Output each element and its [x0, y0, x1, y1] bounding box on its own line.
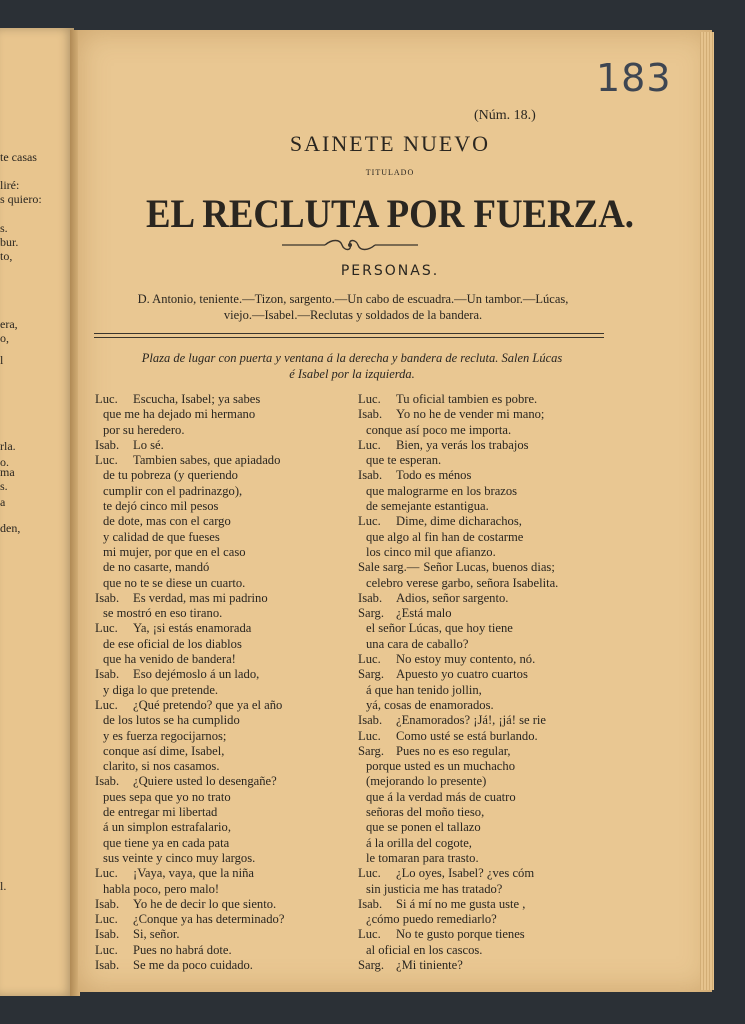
left-page-fragment: l.	[0, 879, 7, 893]
verse-text: Tu oficial tambien es pobre.	[396, 392, 538, 406]
verse-line	[95, 912, 355, 927]
verse-text: los cinco mil que afianzo.	[366, 544, 496, 559]
verse-line	[358, 407, 658, 422]
verse-text: que algo al fin han de costarme	[366, 529, 524, 544]
left-page-fragment: o,	[0, 331, 9, 345]
verse-text: Señor Lucas, buenos dias;	[423, 560, 555, 575]
verse-text: sus veinte y cinco muy largos.	[103, 850, 256, 865]
verse-text: Como usté se está burlando.	[396, 728, 538, 743]
speaker-label: Isab.	[358, 590, 383, 605]
verse-line	[95, 713, 355, 728]
verse-text: de no casarte, mandó	[103, 560, 210, 575]
verse-line	[358, 882, 658, 897]
left-page-fragment: rla.	[0, 439, 16, 453]
speaker-label: Luc.	[358, 514, 381, 529]
verse-line	[358, 698, 658, 713]
verse-text: No te gusto porque tienes	[396, 927, 525, 942]
verse-line	[95, 407, 355, 422]
verse-text: señoras del moño tieso,	[366, 805, 485, 820]
verse-line	[358, 836, 658, 851]
verse-line	[358, 392, 658, 407]
verse-text: conque así dime, Isabel,	[103, 743, 225, 758]
verse-text: por su heredero.	[103, 422, 185, 437]
speaker-label: Luc.	[95, 866, 118, 881]
verse-text: que me ha dejado mi hermano	[103, 407, 256, 422]
speaker-label: Isab.	[95, 896, 120, 911]
verse-line	[358, 683, 658, 698]
verse-text: y diga lo que pretende.	[103, 682, 219, 697]
verse-text: Tambien sabes, que apiadado	[133, 453, 281, 468]
verse-line	[95, 484, 355, 499]
verse-line	[95, 851, 355, 866]
verse-text: te dejó cinco mil pesos	[103, 499, 219, 514]
verse-line	[358, 621, 658, 636]
verse-text: Yo no he de vender mi mano;	[396, 407, 545, 422]
speaker-label: Luc.	[95, 453, 118, 468]
verse-line	[95, 423, 355, 438]
verse-text: Yo he de decir lo que siento.	[133, 896, 277, 911]
verse-line	[95, 882, 355, 897]
verse-text: Dime, dime dicharachos,	[396, 514, 522, 529]
verse-line	[358, 774, 658, 789]
verse-line	[358, 912, 658, 927]
verse-line	[95, 958, 355, 973]
verse-line	[95, 499, 355, 514]
verse-line	[358, 606, 658, 621]
verse-line	[95, 606, 355, 621]
verse-text: á un simplon estrafalario,	[103, 820, 231, 835]
speaker-label: Isab.	[358, 407, 383, 422]
verse-text: de entregar mi libertad	[103, 805, 218, 820]
verse-text: que á la verdad más de cuatro	[366, 789, 516, 804]
verse-text: habla poco, pero malo!	[103, 881, 220, 896]
verse-text: que te esperan.	[366, 453, 442, 468]
verse-line	[95, 774, 355, 789]
page-edge	[700, 32, 714, 990]
left-page-fragment: ma	[0, 465, 15, 479]
verse-text: Escucha, Isabel; ya sabes	[133, 392, 261, 406]
speaker-label: Isab.	[95, 667, 120, 682]
verse-line	[358, 820, 658, 835]
left-page-fragment: l	[0, 353, 4, 367]
speaker-label: Luc.	[95, 392, 118, 406]
verse-line	[358, 591, 658, 606]
verse-line	[358, 468, 658, 483]
verse-line	[358, 652, 658, 667]
left-page-fragment: s.	[0, 479, 8, 493]
verse-text: ¡Vaya, vaya, que la niña	[133, 866, 254, 881]
speaker-label: Luc.	[358, 392, 381, 406]
verse-text: que no te se diese un cuarto.	[103, 575, 246, 590]
verse-text: ¿Mi tiniente?	[396, 957, 463, 972]
verse-line	[358, 637, 658, 652]
verse-line	[358, 453, 658, 468]
left-page-fragment: o.	[0, 455, 9, 469]
dialogue-column-left	[95, 392, 355, 973]
verse-line	[358, 560, 658, 575]
speaker-label: Sarg.	[358, 606, 385, 621]
speaker-label: Sale sarg.—	[358, 560, 420, 575]
speaker-label: Isab.	[95, 590, 120, 605]
verse-text: se mostró en eso tirano.	[103, 606, 223, 621]
verse-text: Si, señor.	[133, 927, 180, 942]
verse-text: ¿Está malo	[396, 606, 452, 621]
verse-line	[358, 514, 658, 529]
verse-line	[95, 392, 355, 407]
speaker-label: Isab.	[95, 437, 120, 452]
cast-line: D. Antonio, teniente.—Tizon, sargento.—Un cabo de escuadra.—Un tambor.—Lúcas,	[137, 292, 569, 306]
left-page-fragment: a	[0, 495, 6, 509]
speaker-label: Luc.	[358, 728, 381, 743]
verse-line	[95, 790, 355, 805]
verse-line	[95, 621, 355, 636]
speaker-label: Luc.	[95, 621, 118, 636]
verse-text: clarito, si nos casamos.	[103, 759, 220, 774]
verse-text: No estoy muy contento, nó.	[396, 652, 536, 667]
verse-text: ¿Qué pretendo? que ya el año	[133, 697, 283, 712]
verse-line	[358, 943, 658, 958]
speaker-label: Isab.	[358, 896, 383, 911]
verse-line	[95, 698, 355, 713]
verse-text: Apuesto yo cuatro cuartos	[396, 667, 528, 682]
verse-text: y es fuerza regocijarnos;	[103, 728, 227, 743]
verse-text: Adios, señor sargento.	[396, 590, 509, 605]
verse-text: ¿Quiere usted lo desengañe?	[133, 774, 277, 789]
dialogue-column-right	[358, 392, 658, 973]
verse-line	[95, 545, 355, 560]
verse-line	[95, 744, 355, 759]
verse-text: (mejorando lo presente)	[366, 774, 487, 789]
verse-text: y calidad de que fueses	[103, 529, 220, 544]
verse-line	[95, 591, 355, 606]
verse-line	[95, 729, 355, 744]
speaker-label: Isab.	[95, 927, 120, 942]
verse-text: Bien, ya verás los trabajos	[396, 437, 529, 452]
verse-text: que ha venido de bandera!	[103, 652, 236, 667]
verse-text: que se ponen el tallazo	[366, 820, 481, 835]
verse-line	[358, 729, 658, 744]
verse-line	[95, 637, 355, 652]
double-rule-bottom	[94, 337, 604, 338]
verse-text: Lo sé.	[133, 437, 164, 452]
verse-line	[95, 683, 355, 698]
verse-text: ¿Lo oyes, Isabel? ¿ves cóm	[396, 866, 535, 881]
verse-line	[95, 805, 355, 820]
speaker-label: Isab.	[95, 774, 120, 789]
verse-line	[358, 576, 658, 591]
verse-text: Si á mí no me gusta uste ,	[396, 896, 526, 911]
ornament-divider	[280, 238, 420, 252]
verse-line	[95, 759, 355, 774]
verse-line	[95, 453, 355, 468]
speaker-label: Isab.	[95, 957, 120, 972]
verse-line	[358, 484, 658, 499]
verse-line	[358, 499, 658, 514]
verse-text: á la orilla del cogote,	[366, 835, 472, 850]
verse-text: cumplir con el padrinazgo),	[103, 483, 243, 498]
verse-line	[95, 866, 355, 881]
verse-line	[358, 530, 658, 545]
verse-line	[95, 836, 355, 851]
speaker-label: Luc.	[358, 437, 381, 452]
stage-line: Plaza de lugar con puerta y ventana á la derecha y bandera de recluta. Salen Lúcas	[141, 351, 563, 365]
verse-text: porque usted es un muchacho	[366, 759, 515, 774]
left-page-fragment: s.	[0, 221, 8, 235]
verse-text: conque así poco me importa.	[366, 422, 512, 437]
speaker-label: Sarg.	[358, 957, 385, 972]
stage-line: é Isabel por la izquierda.	[289, 367, 415, 381]
verse-line	[95, 667, 355, 682]
speaker-label: Isab.	[358, 468, 383, 483]
verse-text: de dote, mas con el cargo	[103, 514, 231, 529]
stage-direction	[96, 350, 608, 382]
verse-line	[358, 866, 658, 881]
verse-line	[358, 927, 658, 942]
verse-line	[358, 759, 658, 774]
speaker-label: Isab.	[358, 713, 383, 728]
verse-text: ¿cómo puedo remediarlo?	[366, 912, 497, 927]
verse-line	[358, 897, 658, 912]
verse-line	[358, 667, 658, 682]
titulado-label: TITULADO	[365, 168, 415, 177]
speaker-label: Luc.	[358, 927, 381, 942]
verse-line	[358, 958, 658, 973]
verse-line	[95, 820, 355, 835]
verse-text: yá, cosas de enamorados.	[366, 697, 494, 712]
speaker-label: Sarg.	[358, 743, 385, 758]
left-page-fragment: den,	[0, 521, 21, 535]
verse-line	[358, 744, 658, 759]
verse-text: de tu pobreza (y queriendo	[103, 468, 238, 483]
personas-heading: PERSONAS.	[340, 263, 440, 279]
verse-text: que tiene ya en cada pata	[103, 835, 230, 850]
left-page-fragment: to,	[0, 249, 13, 263]
verse-text: Se me da poco cuidado.	[133, 957, 253, 972]
verse-text: de ese oficial de los diablos	[103, 636, 242, 651]
verse-text: que malograrme en los brazos	[366, 483, 518, 498]
speaker-label: Luc.	[358, 652, 381, 667]
verse-line	[358, 790, 658, 805]
verse-line	[358, 713, 658, 728]
verse-line	[95, 943, 355, 958]
verse-line	[95, 576, 355, 591]
left-page-fragment: s quiero:	[0, 192, 42, 206]
speaker-label: Luc.	[95, 912, 118, 927]
verse-line	[95, 652, 355, 667]
verse-line	[95, 897, 355, 912]
verse-text: Pues no es eso regular,	[396, 743, 511, 758]
verse-text: una cara de caballo?	[366, 636, 469, 651]
verse-text: al oficial en los cascos.	[366, 942, 483, 957]
speaker-label: Sarg.	[358, 667, 385, 682]
verse-line	[358, 438, 658, 453]
verse-text: sin justicia me has tratado?	[366, 881, 503, 896]
left-page-fragment: era,	[0, 317, 18, 331]
verse-line	[95, 514, 355, 529]
verse-text: Es verdad, mas mi padrino	[133, 590, 268, 605]
left-page-fragment: bur.	[0, 235, 19, 249]
verse-text: le tomaran para trasto.	[366, 850, 479, 865]
verse-text: Pues no habrá dote.	[133, 942, 232, 957]
double-rule-top	[94, 333, 604, 334]
cast-line: viejo.—Isabel.—Reclutas y soldados de la bandera.	[223, 308, 483, 322]
speaker-label: Luc.	[95, 942, 118, 957]
verse-text: de semejante estantigua.	[366, 499, 489, 514]
verse-line	[95, 530, 355, 545]
genre-heading: SAINETE NUEVO	[289, 131, 491, 156]
verse-line	[95, 468, 355, 483]
verse-text: á que han tenido jollin,	[366, 682, 482, 697]
verse-line	[358, 423, 658, 438]
speaker-label: Luc.	[358, 866, 381, 881]
verse-text: celebro verese garbo, señora Isabelita.	[366, 575, 559, 590]
cast-list	[96, 291, 610, 323]
verse-line	[358, 545, 658, 560]
verse-line	[358, 851, 658, 866]
verse-text: Ya, ¡si estás enamorada	[133, 621, 252, 636]
verse-text: pues sepa que yo no trato	[103, 789, 231, 804]
speaker-label: Luc.	[95, 697, 118, 712]
verse-text: mi mujer, por que en el caso	[103, 544, 246, 559]
issue-number: (Núm. 18.)	[474, 108, 536, 123]
verse-text: Eso dejémoslo á un lado,	[133, 667, 260, 682]
verse-text: el señor Lúcas, que hoy tiene	[366, 621, 513, 636]
left-page-fragment: liré:	[0, 178, 20, 192]
verse-line	[95, 927, 355, 942]
verse-line	[95, 438, 355, 453]
left-page-fragment: te casas	[0, 150, 37, 164]
verse-text: ¿Enamorados? ¡Já!, ¡já! se rie	[396, 713, 546, 728]
play-title: EL RECLUTA POR FUERZA.	[145, 191, 635, 236]
left-facing-page	[0, 28, 74, 996]
verse-text: Todo es ménos	[396, 468, 472, 483]
verse-text: ¿Conque ya has determinado?	[133, 912, 285, 927]
verse-line	[358, 805, 658, 820]
folio-number: 183	[596, 56, 672, 100]
verse-line	[95, 560, 355, 575]
verse-text: de los lutos se ha cumplido	[103, 713, 240, 728]
